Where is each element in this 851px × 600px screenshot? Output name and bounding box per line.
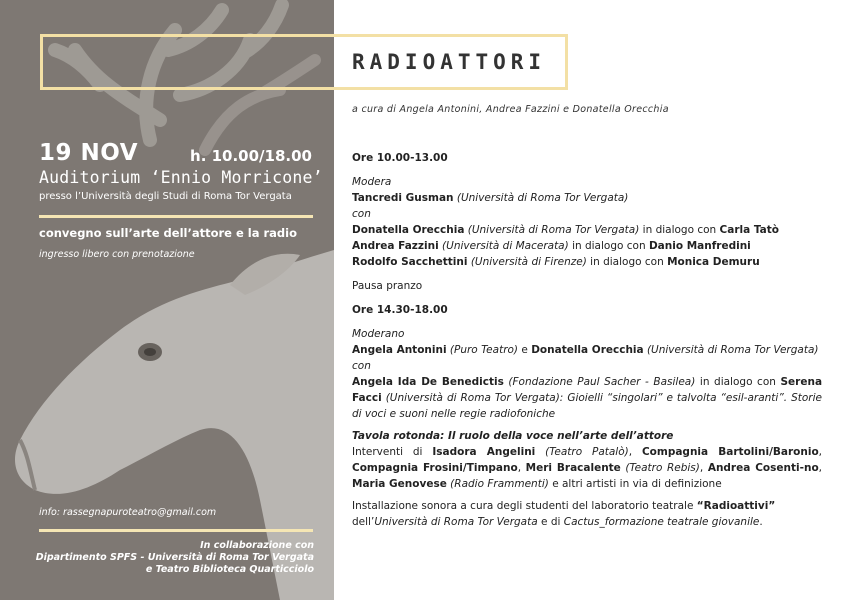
modera-label: Modera: [352, 176, 392, 188]
roundtable-participants: Interventi di Isadora Angelini (Teatro Patalò), Compagnia Bartolini/Baronio, Compagnia Frosini/Timpano, Meri Bracalente (Teatro Rebis), Andrea Cosenti-no, Maria Genovese (Radio Frammenti) e altri artisti in via di definizione: [352, 446, 823, 490]
event-access: ingresso libero con prenotazione: [39, 249, 195, 260]
speaker-name: Andrea Fazzini: [352, 240, 439, 252]
interventi-label: Interventi di: [352, 446, 423, 458]
contact-info: info: rassegnapuroteatro@gmail.com: [39, 507, 217, 518]
moderator-affiliation: (Università di Roma Tor Vergata): [646, 344, 819, 356]
participant: Compagnia Frosini/Timpano: [352, 462, 518, 474]
collab-line: e Teatro Biblioteca Quarticciolo: [145, 564, 314, 575]
divider-top: [39, 215, 313, 218]
lunch-break: Pausa pranzo: [352, 280, 423, 292]
speaker-affiliation: (Università di Firenze): [470, 256, 587, 268]
participant-affiliation: (Radio Frammenti): [450, 478, 549, 490]
moderators-line: [352, 342, 822, 358]
dialogue-line: [352, 222, 822, 238]
moderano-label: Moderano: [352, 328, 405, 340]
moderator-line: [352, 190, 822, 206]
dialogue-link: in dialogo con: [642, 224, 717, 236]
installation-cactus: Cactus_formazione teatrale giovanile: [563, 516, 760, 528]
collab-line: In collaborazione con: [200, 540, 314, 551]
partner-name: Carla Tatò: [719, 224, 779, 236]
participant: Andrea Cosenti-no: [707, 462, 819, 474]
dialogue-link: in dialogo con: [572, 240, 646, 252]
dialogue-link: in dialogo con: [590, 256, 664, 268]
speaker-name: Donatella Orecchia: [352, 224, 465, 236]
participant: Isadora Angelini: [432, 446, 536, 458]
dialogue-line: [352, 254, 822, 270]
collaboration-note: [36, 540, 314, 576]
partner-name: Monica Demuru: [667, 256, 760, 268]
con-label: con: [352, 208, 371, 220]
installation-name: “Radioattivi”: [696, 500, 776, 512]
participant: Compagnia Bartolini/Baronio: [641, 446, 819, 458]
con-label: con: [352, 360, 371, 372]
conjunction: e: [521, 344, 528, 356]
afternoon-time: Ore 14.30-18.00: [352, 304, 448, 316]
dialogue-line: [352, 238, 822, 254]
dialogue-link: in dialogo con: [699, 376, 776, 388]
participant: Meri Bracalente: [525, 462, 621, 474]
moderator-name: Angela Antonini: [352, 344, 447, 356]
speaker-name: Angela Ida De Benedictis: [352, 376, 504, 388]
moderator-affiliation: (Università di Roma Tor Vergata): [456, 192, 629, 204]
event-subtitle: convegno sull’arte dell’attore e la radio: [39, 226, 297, 240]
poster-left-panel: [0, 0, 334, 600]
divider-bottom: [39, 529, 313, 532]
speaker-affiliation: (Fondazione Paul Sacher - Basilea): [508, 376, 696, 388]
moderator-name: Tancredi Gusman: [352, 192, 454, 204]
installation-note: Installazione sonora a cura degli studenti del laboratorio teatrale “Radioattivi” dell’Università di Roma Tor Vergata e di Cactus_formazione teatrale giovanile.: [352, 500, 776, 528]
speaker-name: Serena Facci: [352, 376, 823, 404]
talk-paragraph: [352, 374, 822, 422]
others-note: e altri artisti in via di definizione: [552, 478, 722, 490]
installation-text: e di: [541, 516, 561, 528]
collab-line: Dipartimento SPFS - Università di Roma Tor Vergata: [35, 552, 314, 563]
speaker-affiliation: (Università di Roma Tor Vergata):: [385, 392, 564, 404]
moderator-name: Donatella Orecchia: [531, 344, 644, 356]
event-date: 19 NOV: [39, 140, 138, 166]
program: [352, 150, 822, 530]
moderator-affiliation: (Puro Teatro): [449, 344, 519, 356]
morning-time: Ore 10.00-13.00: [352, 152, 448, 164]
participant: Maria Genovese: [352, 478, 447, 490]
speaker-name: Rodolfo Sacchettini: [352, 256, 468, 268]
speaker-affiliation: (Università di Roma Tor Vergata): [467, 224, 640, 236]
event-location: presso l’Università degli Studi di Roma Tor Vergata: [39, 191, 292, 202]
installation-text: dell’: [352, 516, 375, 528]
curators: a cura di Angela Antonini, Andrea Fazzini e Donatella Orecchia: [352, 104, 669, 115]
installation-text: Installazione sonora a cura degli studenti del laboratorio teatrale: [352, 500, 694, 512]
talk-title: Gioielli “singolari” e talvolta “esil-aranti”. Storie di voci e suoni nelle regie radiofoniche: [352, 392, 822, 420]
speaker-affiliation: (Università di Macerata): [442, 240, 569, 252]
partner-name: Danio Manfredini: [648, 240, 751, 252]
event-venue: Auditorium ‘Ennio Morricone’: [39, 168, 323, 187]
event-hours: h. 10.00/18.00: [190, 147, 312, 165]
page-title: RADIOATTORI: [352, 50, 547, 74]
roundtable-title: Tavola rotonda: Il ruolo della voce nell’arte dell’attore: [352, 430, 674, 442]
installation-university: Università di Roma Tor Vergata: [374, 516, 538, 528]
participant-affiliation: (Teatro Rebis): [625, 462, 700, 474]
participant-affiliation: (Teatro Patalò): [545, 446, 629, 458]
